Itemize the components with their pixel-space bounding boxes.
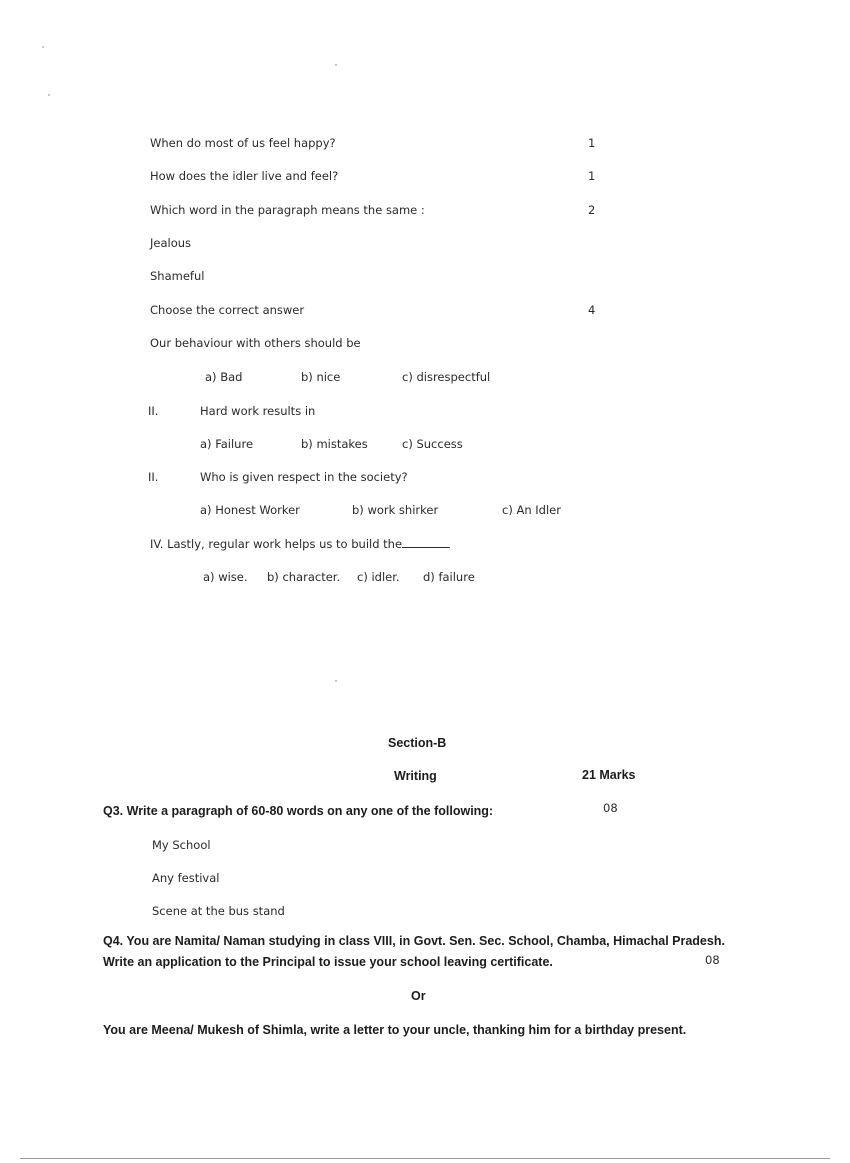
mcq-question-4 <box>150 537 450 551</box>
marks-happy: 1 <box>588 136 596 150</box>
scan-speck <box>48 94 50 96</box>
mcq2-option-c: c) Success <box>402 437 463 451</box>
mcq-question-4-text: IV. Lastly, regular work helps us to build the <box>150 537 403 551</box>
mcq-question-3: Who is given respect in the society? <box>200 470 408 484</box>
question-happy: When do most of us feel happy? <box>150 136 336 150</box>
q3-topic-2: Any festival <box>152 871 220 885</box>
q3-marks: 08 <box>603 801 618 815</box>
q4-line-1: Q4. You are Namita/ Naman studying in class VIII, in Govt. Sen. Sec. School, Chamba, Himachal Pradesh. <box>103 934 725 948</box>
mcq-question-1: Our behaviour with others should be <box>150 336 361 350</box>
mcq3-option-c: c) An Idler <box>502 503 561 517</box>
mcq1-option-a: a) Bad <box>205 370 243 384</box>
mcq1-option-c: c) disrespectful <box>402 370 491 384</box>
mcq1-option-b: b) nice <box>301 370 341 384</box>
choose-instruction: Choose the correct answer <box>150 303 305 317</box>
question-idler: How does the idler live and feel? <box>150 169 339 183</box>
scan-speck <box>335 680 337 682</box>
mcq4-option-b: b) character. <box>267 570 341 584</box>
mcq2-option-a: a) Failure <box>200 437 254 451</box>
mcq4-option-a: a) wise. <box>203 570 248 584</box>
mcq-number-2: II. <box>148 404 159 418</box>
q4-line-2: Write an application to the Principal to issue your school leaving certificate. <box>103 955 553 969</box>
scan-speck <box>42 46 44 48</box>
or-label: Or <box>411 989 426 1003</box>
section-b-marks: 21 Marks <box>582 768 636 782</box>
mcq2-option-b: b) mistakes <box>301 437 368 451</box>
q4-alternative: You are Meena/ Mukesh of Shimla, write a letter to your uncle, thanking him for a birthday present. <box>103 1023 687 1037</box>
scan-speck <box>335 64 337 66</box>
q3-topic-1: My School <box>152 838 211 852</box>
section-b-title: Section-B <box>388 736 447 750</box>
marks-word-meaning: 2 <box>588 203 596 217</box>
mcq4-option-c: c) idler. <box>357 570 400 584</box>
mcq4-option-d: d) failure <box>423 570 475 584</box>
marks-choose: 4 <box>588 303 596 317</box>
writing-heading: Writing <box>394 769 437 783</box>
mcq3-option-b: b) work shirker <box>352 503 439 517</box>
marks-idler: 1 <box>588 169 596 183</box>
question-word-meaning: Which word in the paragraph means the same : <box>150 203 425 217</box>
word-jealous: Jealous <box>150 236 192 250</box>
answer-blank <box>402 538 450 548</box>
q3-topic-3: Scene at the bus stand <box>152 904 285 918</box>
mcq3-option-a: a) Honest Worker <box>200 503 300 517</box>
page-bottom-rule <box>20 1158 830 1159</box>
word-shameful: Shameful <box>150 269 205 283</box>
q4-marks: 08 <box>705 953 720 967</box>
mcq-question-2: Hard work results in <box>200 404 316 418</box>
mcq-number-3: II. <box>148 470 159 484</box>
q3-text: Q3. Write a paragraph of 60-80 words on any one of the following: <box>103 804 494 818</box>
